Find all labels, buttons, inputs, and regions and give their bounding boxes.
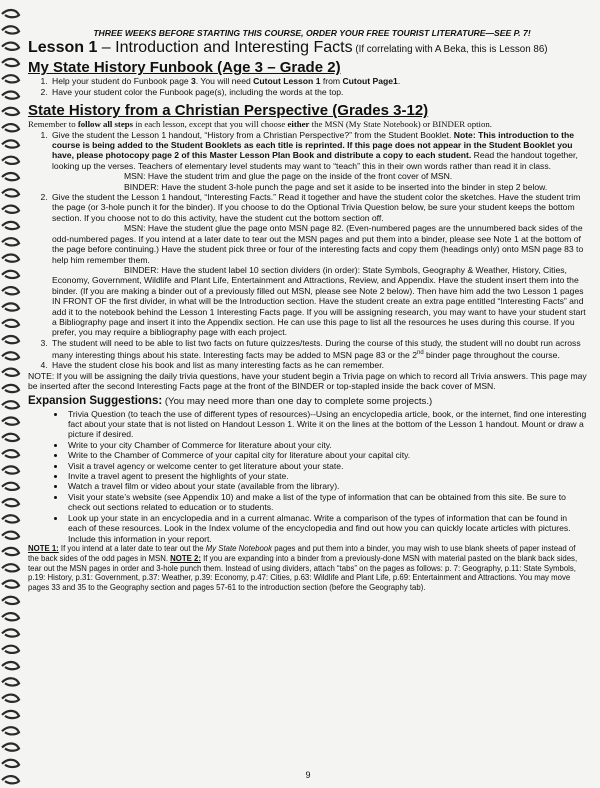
spiral-coil — [2, 91, 19, 98]
spiral-coil — [2, 369, 19, 376]
spiral-coil — [2, 140, 19, 147]
spiral-coil — [2, 124, 19, 131]
perspective-heading: State History from a Christian Perspective (Grades 3-12) — [28, 102, 429, 120]
spiral-coil — [2, 466, 19, 473]
expansion-item: • Look up your state in an encyclopedia and in a current almanac. Write a comparison of the types of information that can be found in each of these resources. Look in the Index volume of the encyclopedia and find out how you can quickly locate articles with pictures. Include this information in your report. — [66, 513, 588, 544]
spiral-coil — [2, 776, 19, 783]
expansion-item: • Trivia Question (to teach the use of different types of resources)--Using an encyclopedia article, book, or the internet, find one interesting fact about your state that is not listed on Handout Lesson 1. Write it on the lines at the bottom of the Lesson 1 handout. Mount or draw a picture if desired. — [66, 409, 588, 440]
reminder-text: Remember to follow all steps in each lesson, except that you will choose either the MSN (My State Notebook) or BINDER option. — [28, 119, 492, 130]
msn-option: MSN: Have the student trim and glue the page on the inside of the front cover of MSN. — [124, 171, 453, 182]
binder-option: BINDER: Have the student 3-hole punch the page and set it aside to be inserted into the binder in step 2 below. — [124, 181, 548, 192]
expansion-heading: Expansion Suggestions: (You may need more than one day to complete some projects.) — [28, 394, 433, 407]
spiral-coil — [2, 434, 19, 441]
msn-option: MSN: Have the student glue the page onto MSN page 82. (Even-numbered pages are the unnumbered back sides of the odd-numbered pages. If you intend at a later date to tear out the MSN pages and put them into a binder, please see Note 1 at the bottom of the page before continuing.) Have the student pick three or four of the interesting facts and copy them (headings only) onto MSN page 83 to help him remember them. — [52, 223, 584, 265]
note2-label: NOTE 2: — [170, 553, 201, 563]
perspective-steps — [28, 130, 588, 371]
page-number: 9 — [305, 769, 311, 780]
spiral-coil — [2, 320, 19, 327]
spiral-coil — [2, 59, 19, 66]
lesson-name: – Introduction and Interesting Facts — [97, 39, 353, 57]
lesson-correlation-note: (If correlating with A Beka, this is Lesson 86) — [352, 44, 548, 56]
spiral-coil — [2, 303, 19, 310]
lesson-number: Lesson 1 — [28, 39, 98, 57]
funbook-heading: My State History Funbook (Age 3 – Grade 2) — [28, 59, 341, 77]
perspective-step: 3. The student will need to be able to list two facts on future quizzes/tests. During the course of this study, the student will no doubt run across many interesting things about his state. Interesting facts may be added to MSN page 83 or the 2nd binder page throughout the course. — [50, 338, 588, 361]
spiral-coil — [2, 760, 19, 767]
spiral-coil — [2, 613, 19, 620]
spiral-coil — [2, 271, 19, 278]
funbook-step: 2. Have your student color the Funbook page(s), including the words at the top. — [50, 87, 588, 97]
spiral-coil — [2, 157, 19, 164]
spiral-coil — [2, 597, 19, 604]
spiral-coil — [2, 352, 19, 359]
spiral-coil — [2, 678, 19, 685]
perspective-step: 2. Give the student the Lesson 1 handout, “Interesting Facts.” Read it together and have the student color the sketches. Have the student trim the page (or 3-hole punch it for the binder). If you choose to do the Optional Trivia Question below, be sure your student keeps the bottom section. If you choose not to do this activity, have the student cut the bottom section off. MSN: Have the student glue the page onto MSN page 82. (Even-numbered pages are the unnumbered back sides of the odd-numbered pages. If you intend at a later date to tear out the MSN pages and put them into a binder, please see Note 1 at the bottom of the page before continuing.) Have the student pick three or four of the interesting facts and copy them (headings only) onto MSN page 83 to help him remember them. BINDER: Have the student label 10 section dividers (in order): State Symbols, Geography & Weather, History, Cities, Economy, Government, Wildlife and Plant Life, Entertainment and Attractions, Review, and Appendix. Have the student insert them into the binder. (If you are making a binder out of a previously filled out MSN, please see Note 2 below). Then have him add the two Lesson 1 pages IN FRONT OF the first divider, in what will be the Introduction section. Have the student create an extra page entitled “Interesting Facts” and add it to the notebook behind the Lesson 1 Interesting Facts page. If you will be assigning research, you may want to have your student start a Bibliography page and insert it into the Appendix section. He can use this page to list all the resources he uses during this course. If you prefer, you may require a bibliography page with each project. — [50, 192, 588, 338]
spiral-coil — [2, 743, 19, 750]
spiral-coil — [2, 189, 19, 196]
spiral-binding — [0, 0, 22, 788]
spiral-coil — [2, 287, 19, 294]
spiral-coil — [2, 711, 19, 718]
spiral-coil — [2, 206, 19, 213]
expansion-item: • Visit a travel agency or welcome center to get literature about your state. — [66, 461, 588, 471]
spiral-coil — [2, 75, 19, 82]
spiral-coil — [2, 548, 19, 555]
spiral-coil — [2, 401, 19, 408]
perspective-step: 4. Have the student close his book and list as many interesting facts as he can remember. — [50, 360, 588, 370]
spiral-coil — [2, 532, 19, 539]
spiral-coil — [2, 580, 19, 587]
trivia-note: NOTE: If you will be assigning the daily trivia questions, have your student begin a Trivia page on which to record all Trivia answers. This page may be inserted after the second Interesting Facts page at the front of the BINDER or top-stapled inside the back cover of MSN. — [28, 370, 587, 392]
expansion-item: • Visit your state’s website (see Appendix 10) and make a list of the type of information that can be obtained from this site. Be sure to check out sections related to education or to students. — [66, 492, 588, 513]
expansion-list — [28, 409, 588, 544]
spiral-coil — [2, 222, 19, 229]
spiral-coil — [2, 254, 19, 261]
spiral-coil — [2, 662, 19, 669]
spiral-coil — [2, 108, 19, 115]
expansion-item: • Watch a travel film or video about your state (available from the library). — [66, 481, 588, 491]
binder-option: BINDER: Have the student label 10 section dividers (in order): State Symbols, Geography & Weather, History, Cities, Economy, Government, Wildlife and Plant Life, Entertainment and Attractions, Review, and Appendix. Have the student insert them into the binder. (If you are making a binder out of a previously filled out MSN, please see Note 2 below). Then have him add the two Lesson 1 pages IN FRONT OF the first divider, in what will be the Introduction section. Have the student create an extra page entitled “Interesting Facts” and add it to the notebook behind the Lesson 1 Interesting Facts page. If you will be assigning research, you may want to have your student start a Bibliography page and insert it into the Appendix section. He can use this page to list all the resources he uses during this course. If you prefer, you may require a bibliography page with each project. — [52, 264, 586, 338]
expansion-item: • Write to your city Chamber of Commerce for literature about your city. — [66, 440, 588, 450]
expansion-item: • Invite a travel agent to present the highlights of your state. — [66, 471, 588, 481]
spiral-coil — [2, 10, 19, 17]
spiral-coil — [2, 173, 19, 180]
spiral-coil — [2, 564, 19, 571]
spiral-coil — [2, 515, 19, 522]
top-notice: THREE WEEKS BEFORE STARTING THIS COURSE, ORDER YOUR FREE TOURIST LITERATURE—SEE P. 7! — [93, 28, 531, 38]
footnotes: NOTE 1: If you intend at a later date to tear out the My State Notebook pages and put them into a binder, you may wish to use blank sheets of paper instead of the back sides of the odd pages in MSN. NOTE 2: If you are expanding into a binder from a previously-done MSN with material pasted on the blank back sides, tear out the MSN pages in order and 3-hole punch them. Instead of using dividers, attach “tabs” on the pages as follows: p. 7: Geography, p.11: State Symbols, p.19: History, p.31: Government, p.37: Weather, p.39: Economy, p.47: Cities, p.63: Wildlife and Plant Life, p.69: Entertainment and Attractions. You may move pages 33 and 35 to the Geography section and pages 57-61 to the introduction section (before the Geography tab). — [28, 543, 578, 593]
lesson-title — [28, 39, 588, 59]
note1-label: NOTE 1: — [28, 543, 59, 553]
funbook-step: 1. Help your student do Funbook page 3. You will need Cutout Lesson 1 from Cutout Page1. — [50, 76, 588, 86]
spiral-coil — [2, 336, 19, 343]
expansion-item: • Write to the Chamber of Commerce of your capital city for literature about your capital city. — [66, 450, 588, 460]
spiral-coil — [2, 727, 19, 734]
perspective-step: 1. Give the student the Lesson 1 handout, “History from a Christian Perspective?” from the Student Booklet. Note: This introduction to the course is being added to the Student Booklets as each title is reprinted. If this page does not appear in the Student Booklet you have, please photocopy page 2 of this Master Lesson Plan Book and distribute a copy to each student. Read the handout together, looking up the verses. Teachers of elementary level students may want to “teach” this in their own words rather than read it in class. MSN: Have the student trim and glue the page on the inside of the front cover of MSN. BINDER: Have the student 3-hole punch the page and set it aside to be inserted into the binder in step 2 below. — [50, 130, 588, 192]
spiral-coil — [2, 629, 19, 636]
spiral-coil — [2, 385, 19, 392]
spiral-coil — [2, 483, 19, 490]
spiral-coil — [2, 499, 19, 506]
funbook-steps — [28, 76, 588, 97]
document-page — [28, 28, 588, 783]
spiral-coil — [2, 646, 19, 653]
spiral-coil — [2, 238, 19, 245]
spiral-coil — [2, 43, 19, 50]
spiral-coil — [2, 695, 19, 702]
spiral-coil — [2, 417, 19, 424]
spiral-coil — [2, 26, 19, 33]
spiral-coil — [2, 450, 19, 457]
